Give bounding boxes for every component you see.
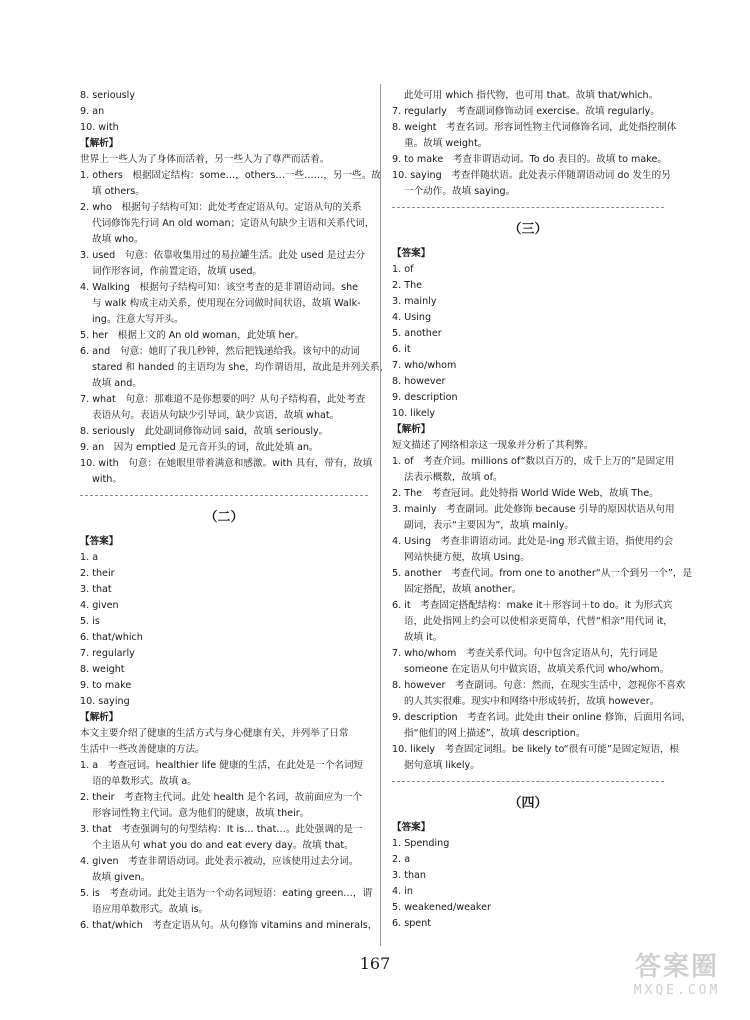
text-line: 10. with — [80, 122, 119, 133]
text-continuation: 副词，表示“主要因为”，故填 mainly。 — [404, 520, 575, 531]
text-line: 1. of — [392, 264, 414, 275]
text-continuation: 故填 and。 — [92, 378, 142, 389]
text-line: 7. what 句意：那难道不是你想要的吗？从句子结构看，此处考查 — [80, 394, 366, 405]
text-line: 5. weakened/weaker — [392, 902, 491, 913]
text-continuation: 语，此处指网上约会可以使相亲更简单，代替“相亲”用代词 it， — [404, 616, 673, 627]
text-line: 1. Spending — [392, 838, 450, 849]
section-heading: 【答案】 — [80, 536, 119, 547]
text-line: 1. a — [80, 552, 99, 563]
section-title: （三） — [508, 222, 548, 237]
section-divider — [80, 495, 368, 496]
text-line: 6. spent — [392, 918, 432, 929]
text-continuation: 故填 it。 — [404, 632, 443, 643]
text-line: 6. it 考查固定搭配结构：make it＋形容词＋to do。it 为形式宾 — [392, 600, 673, 611]
text-line: 4. in — [392, 886, 413, 897]
text-continuation: 此处可用 which 指代物，也可用 that。故填 that/which。 — [404, 90, 659, 101]
watermark — [618, 952, 736, 1000]
text-continuation: 据句意填 likely。 — [404, 760, 480, 771]
text-line: 1. a 考查冠词。healthier life 健康的生活，在此处是一个名词短 — [80, 760, 364, 771]
text-line: 5. is — [80, 616, 100, 627]
text-line: 生活中一些改善健康的方法。 — [80, 744, 205, 755]
section-heading: 【解析】 — [80, 712, 119, 723]
text-line: 6. that/which — [80, 632, 143, 643]
text-line: 4. Using 考查非谓语动词。此处是-ing 形式做主语，指使用约会 — [392, 536, 674, 547]
text-line: 短文描述了网络相亲这一现象并分析了其利弊。 — [392, 440, 594, 451]
text-line: 10. saying — [80, 696, 130, 707]
watermark-url: MXQE.COM — [633, 983, 721, 998]
text-line: 5. another 考查代词。from one to another“从一个到另一个”，是 — [392, 568, 693, 579]
text-line: 6. and 句意：她盯了我几秒钟，然后把钱递给我。该句中的动词 — [80, 346, 360, 357]
text-line: 9. description 考查名词。此处由 their online 修饰，后面用名词， — [392, 712, 691, 723]
text-continuation: 的人其实很难。现实中和网络中形成转折，故填 however。 — [404, 696, 660, 707]
text-line: 2. who 根据句子结构可知：此处考查定语从句。定语从句的关系 — [80, 202, 362, 213]
text-line: 5. is 考查动词。此处主语为一个动名词短语：eating green…，谓 — [80, 888, 373, 899]
section-divider — [392, 207, 664, 208]
text-line: 5. her 根据上文的 An old woman，此处填 her。 — [80, 330, 305, 341]
text-line: 8. however — [392, 376, 446, 387]
text-continuation: 语应用单数形式。故填 is。 — [92, 904, 209, 915]
text-continuation: 与 walk 构成主动关系，使用现在分词做时间状语，故填 Walk- — [92, 298, 361, 309]
text-line: 7. who/whom — [392, 360, 457, 371]
text-line: 2. The 考查冠词。此处特指 World Wide Web，故填 The。 — [392, 488, 659, 499]
text-continuation: 形容词性物主代词。意为他们的健康，故填 their。 — [92, 808, 310, 819]
text-line: 1. others 根据固定结构：some…，others…一些……，另一些。故 — [80, 170, 381, 181]
text-continuation: 一个动作。故填 saying。 — [404, 186, 516, 197]
page-number: 167 — [359, 954, 391, 973]
text-line: 4. Walking 根据句子结构可知：该空考查的是非谓语动词。she — [80, 282, 359, 293]
section-heading: 【解析】 — [392, 424, 431, 435]
text-line: 3. than — [392, 870, 427, 881]
text-line: 2. their — [80, 568, 115, 579]
text-line: 2. a — [392, 854, 411, 865]
section-heading: 【答案】 — [392, 248, 431, 259]
text-line: 1. of 考查介词。millions of“数以百万的，成千上万的”是固定用 — [392, 456, 675, 467]
watermark-logo: 答案圈 — [634, 952, 719, 982]
text-line: 3. mainly 考查副词。此处修饰 because 引导的原因状语从句用 — [392, 504, 675, 515]
text-line: 世界上一些人为了身体而活着，另一些人为了尊严而活着。 — [80, 154, 330, 165]
text-line: 10. with 句意：在她眼里带着满意和感激。with 具有，带有，故填 — [80, 458, 373, 469]
text-continuation: 固定搭配，故填 another。 — [404, 584, 522, 595]
text-line: 3. that 考查强调句的句型结构：It is… that…。此处强调的是一 — [80, 824, 363, 835]
text-line: 8. however 考查副词。句意：然而，在现实生活中，忽视你不喜欢 — [392, 680, 686, 691]
text-continuation: 语的单数形式。故填 a。 — [92, 776, 197, 787]
left-column — [80, 88, 390, 934]
text-line: 8. weight — [80, 664, 125, 675]
text-line: 6. it — [392, 344, 411, 355]
text-line: 9. description — [392, 392, 458, 403]
text-continuation: with。 — [92, 474, 122, 485]
text-line: 8. weight 考查名词。形容词性物主代词修饰名词，此处指控制体 — [392, 122, 677, 133]
section-heading: 【答案】 — [392, 822, 431, 833]
text-line: 7. regularly — [80, 648, 135, 659]
text-line: 9. to make 考查非谓语动词。To do 表目的。故填 to make。 — [392, 154, 667, 165]
section-heading: 【解析】 — [80, 138, 119, 149]
text-line: 2. their 考查物主代词。此处 health 是个名词，故前面应为一个 — [80, 792, 363, 803]
text-line: 4. Using — [392, 312, 432, 323]
text-line: 8. seriously 此处副词修饰动词 said，故填 seriously。 — [80, 426, 329, 437]
text-line: 5. another — [392, 328, 442, 339]
text-line: 7. who/whom 考查关系代词。句中包含定语从句，先行词是 — [392, 648, 658, 659]
text-line: 2. The — [392, 280, 423, 291]
text-line: 10. likely — [392, 408, 436, 419]
section-title: （四） — [508, 796, 548, 811]
text-line: 8. seriously — [80, 90, 136, 101]
right-column — [392, 88, 693, 932]
text-continuation: 表语从句。表语从句缺少引导词，缺少宾语，故填 what。 — [92, 410, 340, 421]
text-continuation: 故填 given。 — [92, 872, 151, 883]
text-line: 9. to make — [80, 680, 132, 691]
text-continuation: 个主语从句 what you do and eat every day。故填 that。 — [92, 840, 354, 851]
text-line: 10. likely 考查固定词组。be likely to“很有可能”是固定短语，根 — [392, 744, 680, 755]
text-line: 4. given — [80, 600, 119, 611]
text-continuation: ing。注意大写开头。 — [92, 314, 184, 325]
text-continuation: 故填 who。 — [92, 234, 144, 245]
text-line: 9. an 因为 emptied 是元音开头的词，故此处填 an。 — [80, 442, 319, 453]
text-line: 3. used 句意：依靠收集用过的易拉罐生活。此处 used 是过去分 — [80, 250, 366, 261]
text-line: 3. mainly — [392, 296, 437, 307]
column-divider — [380, 84, 381, 946]
text-line: 6. that/which 考查定语从句。从句修饰 vitamins and minerals， — [80, 920, 378, 931]
text-line: 7. regularly 考查副词修饰动词 exercise。故填 regularly。 — [392, 106, 660, 117]
text-line: 10. saying 考查伴随状语。此处表示伴随谓语动词 do 发生的另 — [392, 170, 671, 181]
text-continuation: 填 others。 — [92, 186, 145, 197]
text-continuation: 法表示概数，故填 of。 — [404, 472, 503, 483]
text-continuation: someone 在定语从句中做宾语，故填关系代词 who/whom。 — [404, 664, 670, 675]
text-continuation: 词作形容词，作前置定语，故填 used。 — [92, 266, 263, 277]
text-line: 3. that — [80, 584, 112, 595]
text-continuation: 网站快捷方便，故填 Using。 — [404, 552, 530, 563]
text-line: 9. an — [80, 106, 105, 117]
text-continuation: 代词修饰先行词 An old woman；定语从句缺少主语和关系代词， — [92, 218, 375, 229]
section-divider — [392, 781, 664, 782]
text-line: 本文主要介绍了健康的生活方式与身心健康有关，并列举了日常 — [80, 728, 349, 739]
text-line: 4. given 考查非谓语动词。此处表示被动，应该使用过去分词。 — [80, 856, 359, 867]
section-title: （二） — [204, 510, 244, 525]
text-continuation: 重。故填 weight。 — [404, 138, 488, 149]
text-continuation: stared 和 handed 的主语均为 she，均作谓语用，故此是并列关系， — [92, 362, 390, 373]
text-continuation: 指“他们的网上描述”，故填 description。 — [404, 728, 586, 739]
